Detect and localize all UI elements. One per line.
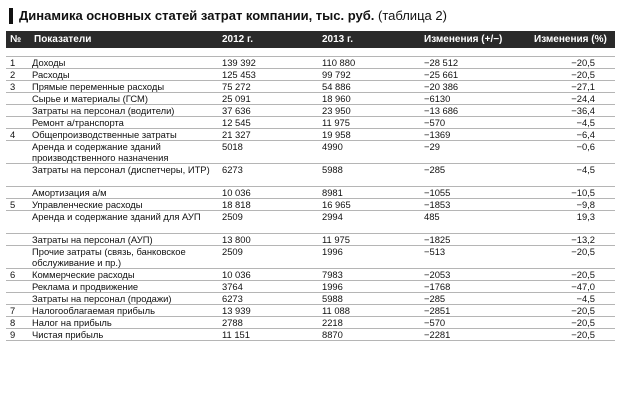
row-number: 1: [6, 57, 30, 69]
row-value-2012: 10 036: [218, 187, 318, 199]
table-row: [6, 129, 615, 141]
table-title-row: [6, 5, 616, 27]
row-change-abs: −1825: [420, 234, 530, 246]
row-value-2012: 75 272: [218, 81, 318, 93]
row-change-pct: −24,4: [530, 93, 615, 105]
costs-table: [6, 31, 615, 341]
row-change-abs: −285: [420, 164, 530, 187]
row-value-2013: 1996: [318, 281, 420, 293]
row-indicator: Сырье и материалы (ГСМ): [30, 93, 218, 105]
row-value-2013: 23 950: [318, 105, 420, 117]
row-change-abs: −29: [420, 141, 530, 164]
row-number: [6, 141, 30, 164]
row-change-pct: −13,2: [530, 234, 615, 246]
row-change-pct: −4,5: [530, 117, 615, 129]
row-change-pct: −47,0: [530, 281, 615, 293]
row-number: 5: [6, 199, 30, 211]
row-value-2013: 110 880: [318, 57, 420, 69]
row-number: [6, 246, 30, 269]
row-indicator: Затраты на персонал (диспетчеры, ИТР): [30, 164, 218, 187]
table-row: [6, 187, 615, 199]
row-number: 3: [6, 81, 30, 93]
row-number: [6, 234, 30, 246]
header-number: №: [6, 31, 30, 48]
row-change-abs: −1369: [420, 129, 530, 141]
row-number: [6, 211, 30, 234]
row-change-abs: −570: [420, 317, 530, 329]
row-number: [6, 164, 30, 187]
row-change-pct: −6,4: [530, 129, 615, 141]
table-title: [19, 8, 447, 24]
row-value-2012: 139 392: [218, 57, 318, 69]
row-change-abs: −285: [420, 293, 530, 305]
row-change-pct: −20,5: [530, 269, 615, 281]
table-row: [6, 211, 615, 234]
row-change-abs: −1055: [420, 187, 530, 199]
row-indicator: Общепроизводственные затраты: [30, 129, 218, 141]
table-row: [6, 117, 615, 129]
row-change-pct: −0,6: [530, 141, 615, 164]
row-change-abs: −2281: [420, 329, 530, 341]
row-value-2012: 13 800: [218, 234, 318, 246]
row-value-2012: 6273: [218, 293, 318, 305]
row-indicator: Затраты на персонал (АУП): [30, 234, 218, 246]
row-value-2012: 2509: [218, 211, 318, 234]
row-change-pct: −20,5: [530, 317, 615, 329]
row-indicator: Коммерческие расходы: [30, 269, 218, 281]
row-indicator: Налог на прибыль: [30, 317, 218, 329]
row-change-abs: −1768: [420, 281, 530, 293]
row-number: [6, 281, 30, 293]
table-row: [6, 246, 615, 269]
row-number: [6, 105, 30, 117]
row-value-2013: 54 886: [318, 81, 420, 93]
row-indicator: Расходы: [30, 69, 218, 81]
row-value-2013: 2994: [318, 211, 420, 234]
table-row: [6, 141, 615, 164]
row-value-2013: 18 960: [318, 93, 420, 105]
row-change-pct: −20,5: [530, 69, 615, 81]
row-value-2013: 16 965: [318, 199, 420, 211]
table-row: [6, 81, 615, 93]
row-change-abs: −6130: [420, 93, 530, 105]
row-number: [6, 117, 30, 129]
row-change-pct: −36,4: [530, 105, 615, 117]
table-row: [6, 105, 615, 117]
row-change-abs: −513: [420, 246, 530, 269]
row-change-pct: −10,5: [530, 187, 615, 199]
row-indicator: Прочие затраты (связь, банковское обслуживание и пр.): [30, 246, 218, 269]
row-value-2013: 99 792: [318, 69, 420, 81]
row-indicator: Амортизация а/м: [30, 187, 218, 199]
row-value-2012: 10 036: [218, 269, 318, 281]
row-indicator: Аренда и содержание зданий производственного назначения: [30, 141, 218, 164]
header-change-abs: Изменения (+/−): [420, 31, 530, 48]
row-value-2012: 5018: [218, 141, 318, 164]
row-change-pct: −4,5: [530, 293, 615, 305]
table-title-suffix: (таблица 2): [374, 8, 447, 23]
table-row: [6, 293, 615, 305]
row-indicator: Управленческие расходы: [30, 199, 218, 211]
row-value-2012: 13 939: [218, 305, 318, 317]
row-change-abs: −13 686: [420, 105, 530, 117]
row-value-2012: 25 091: [218, 93, 318, 105]
row-change-abs: −20 386: [420, 81, 530, 93]
row-indicator: Доходы: [30, 57, 218, 69]
row-number: 6: [6, 269, 30, 281]
table-row: [6, 69, 615, 81]
table-row: [6, 234, 615, 246]
row-indicator: Затраты на персонал (водители): [30, 105, 218, 117]
row-indicator: Аренда и содержание зданий для АУП: [30, 211, 218, 234]
header-2013: 2013 г.: [318, 31, 420, 48]
row-value-2013: 7983: [318, 269, 420, 281]
row-value-2013: 11 088: [318, 305, 420, 317]
row-value-2012: 2509: [218, 246, 318, 269]
table-title-main: Динамика основных статей затрат компании, тыс. руб.: [19, 8, 375, 23]
table-row: [6, 329, 615, 341]
row-number: [6, 293, 30, 305]
row-value-2013: 1996: [318, 246, 420, 269]
row-value-2013: 4990: [318, 141, 420, 164]
row-change-pct: −20,5: [530, 305, 615, 317]
row-value-2012: 37 636: [218, 105, 318, 117]
row-value-2012: 12 545: [218, 117, 318, 129]
table-row: [6, 199, 615, 211]
row-number: [6, 93, 30, 105]
table-row: [6, 57, 615, 69]
row-value-2012: 3764: [218, 281, 318, 293]
row-value-2013: 2218: [318, 317, 420, 329]
row-value-2012: 21 327: [218, 129, 318, 141]
row-value-2013: 8870: [318, 329, 420, 341]
table-row: [6, 305, 615, 317]
row-number: 8: [6, 317, 30, 329]
row-value-2013: 5988: [318, 293, 420, 305]
row-value-2013: 11 975: [318, 234, 420, 246]
row-change-abs: −25 661: [420, 69, 530, 81]
row-indicator: Налогооблагаемая прибыль: [30, 305, 218, 317]
header-change-pct: Изменения (%): [530, 31, 615, 48]
row-change-abs: −28 512: [420, 57, 530, 69]
row-change-abs: −1853: [420, 199, 530, 211]
table-header-row: [6, 31, 615, 48]
table-spacer-row: [6, 48, 615, 57]
row-change-abs: −570: [420, 117, 530, 129]
row-number: 9: [6, 329, 30, 341]
header-indicator: Показатели: [30, 31, 218, 48]
table-row: [6, 281, 615, 293]
row-change-pct: −20,5: [530, 57, 615, 69]
header-2012: 2012 г.: [218, 31, 318, 48]
title-accent-bar: [9, 8, 13, 24]
row-indicator: Реклама и продвижение: [30, 281, 218, 293]
row-change-abs: −2851: [420, 305, 530, 317]
table-row: [6, 317, 615, 329]
row-change-abs: −2053: [420, 269, 530, 281]
row-change-pct: −20,5: [530, 246, 615, 269]
row-value-2012: 18 818: [218, 199, 318, 211]
row-indicator: Ремонт а/транспорта: [30, 117, 218, 129]
table-row: [6, 164, 615, 187]
row-change-pct: −27,1: [530, 81, 615, 93]
row-value-2012: 11 151: [218, 329, 318, 341]
row-number: 7: [6, 305, 30, 317]
row-value-2013: 11 975: [318, 117, 420, 129]
row-value-2013: 5988: [318, 164, 420, 187]
row-value-2012: 2788: [218, 317, 318, 329]
row-indicator: Прямые переменные расходы: [30, 81, 218, 93]
row-number: 4: [6, 129, 30, 141]
table-row: [6, 269, 615, 281]
row-change-pct: −9,8: [530, 199, 615, 211]
row-indicator: Затраты на персонал (продажи): [30, 293, 218, 305]
table-row: [6, 93, 615, 105]
row-change-pct: −4,5: [530, 164, 615, 187]
row-number: 2: [6, 69, 30, 81]
row-change-pct: −20,5: [530, 329, 615, 341]
table-body: [6, 48, 615, 341]
row-indicator: Чистая прибыль: [30, 329, 218, 341]
row-value-2013: 8981: [318, 187, 420, 199]
row-change-abs: 485: [420, 211, 530, 234]
row-value-2012: 6273: [218, 164, 318, 187]
row-change-pct: 19,3: [530, 211, 615, 234]
row-number: [6, 187, 30, 199]
row-value-2012: 125 453: [218, 69, 318, 81]
row-value-2013: 19 958: [318, 129, 420, 141]
